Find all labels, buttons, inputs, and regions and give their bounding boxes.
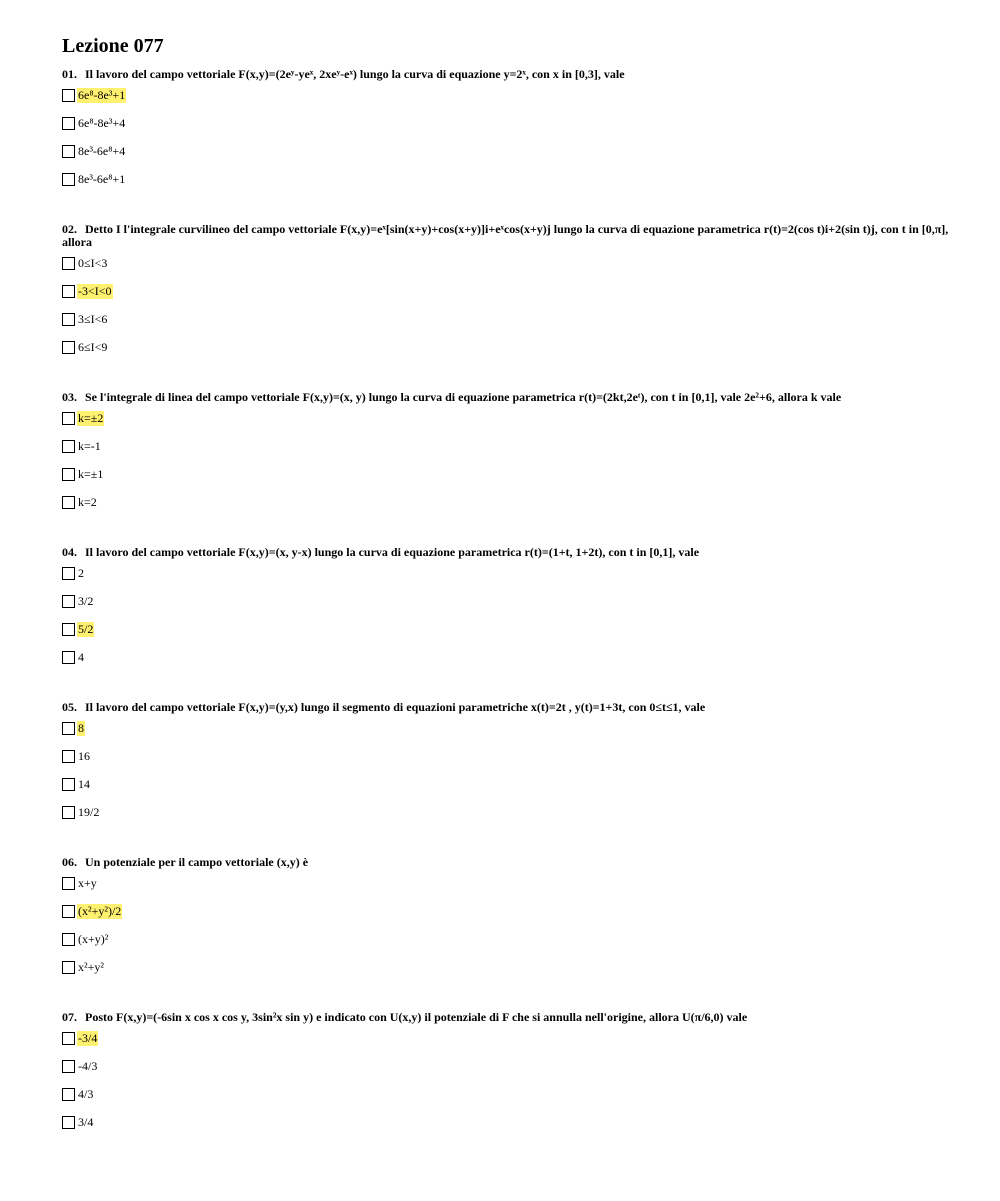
- answer-label: 8e³-6e⁸+4: [78, 144, 126, 158]
- answer-option[interactable]: [62, 340, 962, 368]
- question-number: 03.: [62, 390, 77, 404]
- answer-checkbox[interactable]: [62, 961, 75, 974]
- answer-option[interactable]: [62, 116, 962, 144]
- answer-checkbox[interactable]: [62, 285, 75, 298]
- answer-option[interactable]: [62, 284, 962, 312]
- answer-option[interactable]: [62, 1087, 962, 1115]
- question-text: [62, 1011, 962, 1024]
- answer-checkbox[interactable]: [62, 313, 75, 326]
- answer-option[interactable]: [62, 256, 962, 284]
- answer-label: -4/3: [78, 1059, 98, 1073]
- answer-option[interactable]: [62, 411, 962, 439]
- question-number: 07.: [62, 1010, 77, 1024]
- answer-label: 8e³-6e⁸+1: [78, 172, 126, 186]
- question-text: [62, 391, 962, 404]
- question-prompt: Il lavoro del campo vettoriale F(x,y)=(x, y-x) lungo la curva di equazione parametrica r(t)=(1+t, 1+2t), con t in [0,1], vale: [85, 545, 700, 559]
- answer-checkbox[interactable]: [62, 89, 75, 102]
- answer-checkbox[interactable]: [62, 173, 75, 186]
- question-text: [62, 701, 962, 714]
- answer-checkbox[interactable]: [62, 496, 75, 509]
- question-number: 02.: [62, 222, 77, 236]
- question-5: [62, 701, 962, 833]
- answer-checkbox[interactable]: [62, 440, 75, 453]
- answer-label: k=±1: [78, 467, 104, 481]
- answer-label: 2: [78, 566, 84, 580]
- question-6: [62, 856, 962, 988]
- answer-label: k=-1: [78, 439, 101, 453]
- question-number: 06.: [62, 855, 77, 869]
- answer-checkbox[interactable]: [62, 722, 75, 735]
- question-text: [62, 856, 962, 869]
- answer-label: 3≤I<6: [78, 312, 108, 326]
- answer-option[interactable]: [62, 876, 962, 904]
- question-list: [62, 68, 962, 1143]
- question-4: [62, 546, 962, 678]
- question-number: 04.: [62, 545, 77, 559]
- question-prompt: Posto F(x,y)=(-6sin x cos x cos y, 3sin²x sin y) e indicato con U(x,y) il potenziale di F che si annulla nell'origine, allora U(π/6,0) vale: [85, 1010, 748, 1024]
- answer-checkbox[interactable]: [62, 778, 75, 791]
- answer-option[interactable]: [62, 495, 962, 523]
- answer-label-highlighted: 6e⁸-8e³+1: [78, 88, 126, 102]
- question-prompt: Un potenziale per il campo vettoriale (x,y) è: [85, 855, 309, 869]
- answer-label: 4: [78, 650, 84, 664]
- answer-label: x+y: [78, 876, 97, 890]
- question-1: [62, 68, 962, 200]
- answer-checkbox[interactable]: [62, 468, 75, 481]
- answer-checkbox[interactable]: [62, 750, 75, 763]
- answer-option[interactable]: [62, 88, 962, 116]
- question-prompt: Se l'integrale di linea del campo vettoriale F(x,y)=(x, y) lungo la curva di equazione parametrica r(t)=(2kt,2eᵗ), con t in [0,1], vale 2e²+6, allora k vale: [85, 390, 842, 404]
- answer-checkbox[interactable]: [62, 623, 75, 636]
- answer-label: 19/2: [78, 805, 100, 819]
- answer-label-highlighted: k=±2: [78, 411, 104, 425]
- answer-label-highlighted: 5/2: [78, 622, 94, 636]
- answer-option[interactable]: [62, 904, 962, 932]
- answer-label-highlighted: -3/4: [78, 1031, 98, 1045]
- answer-checkbox[interactable]: [62, 1032, 75, 1045]
- answer-checkbox[interactable]: [62, 905, 75, 918]
- answer-option[interactable]: [62, 312, 962, 340]
- answer-checkbox[interactable]: [62, 877, 75, 890]
- answer-checkbox[interactable]: [62, 595, 75, 608]
- answer-checkbox[interactable]: [62, 567, 75, 580]
- answer-option[interactable]: [62, 749, 962, 777]
- answer-option[interactable]: [62, 566, 962, 594]
- answer-label-highlighted: (x²+y²)/2: [78, 904, 122, 918]
- question-prompt: Il lavoro del campo vettoriale F(x,y)=(y,x) lungo il segmento di equazioni parametriche x(t)=2t , y(t)=1+3t, con 0≤t≤1, vale: [85, 700, 706, 714]
- answer-checkbox[interactable]: [62, 651, 75, 664]
- question-text: [62, 546, 962, 559]
- question-3: [62, 391, 962, 523]
- answer-checkbox[interactable]: [62, 145, 75, 158]
- answer-label: x²+y²: [78, 960, 104, 974]
- answer-checkbox[interactable]: [62, 1060, 75, 1073]
- page-title: Lezione 077: [62, 35, 164, 57]
- answer-option[interactable]: [62, 144, 962, 172]
- answer-label: 14: [78, 777, 90, 791]
- answer-option[interactable]: [62, 1059, 962, 1087]
- answer-label: 6≤I<9: [78, 340, 108, 354]
- answer-option[interactable]: [62, 777, 962, 805]
- answer-option[interactable]: [62, 721, 962, 749]
- answer-checkbox[interactable]: [62, 412, 75, 425]
- question-number: 05.: [62, 700, 77, 714]
- answer-checkbox[interactable]: [62, 117, 75, 130]
- answer-option[interactable]: [62, 172, 962, 200]
- quiz-page: [62, 34, 962, 1166]
- answer-checkbox[interactable]: [62, 257, 75, 270]
- answer-label: 6e⁸-8e³+4: [78, 116, 126, 130]
- answer-label: 4/3: [78, 1087, 94, 1101]
- answer-checkbox[interactable]: [62, 341, 75, 354]
- answer-option[interactable]: [62, 932, 962, 960]
- question-prompt: Detto I l'integrale curvilineo del campo vettoriale F(x,y)=eˣ[sin(x+y)+cos(x+y)]i+eˣcos(x+y)j lungo la curva di equazione parametrica r(t)=2(cos t)i+2(sin t)j, con t in [0,π], allora: [62, 222, 949, 249]
- answer-label: (x+y)²: [78, 932, 109, 946]
- answer-label: k=2: [78, 495, 97, 509]
- answer-label-highlighted: 8: [78, 721, 84, 735]
- question-7: [62, 1011, 962, 1143]
- question-2: [62, 223, 962, 368]
- answer-option[interactable]: [62, 650, 962, 678]
- answer-option[interactable]: [62, 622, 962, 650]
- question-prompt: Il lavoro del campo vettoriale F(x,y)=(2eʸ-yeˣ, 2xeʸ-eˣ) lungo la curva di equazione y=2ˣ, con x in [0,3], vale: [85, 67, 625, 81]
- question-text: [62, 223, 962, 249]
- answer-option[interactable]: [62, 467, 962, 495]
- answer-option[interactable]: [62, 805, 962, 833]
- answer-option[interactable]: [62, 1031, 962, 1059]
- answer-checkbox[interactable]: [62, 1088, 75, 1101]
- answer-option[interactable]: [62, 594, 962, 622]
- answer-option[interactable]: [62, 960, 962, 988]
- answer-label: 3/4: [78, 1115, 94, 1129]
- answer-label-highlighted: -3<I<0: [78, 284, 112, 298]
- answer-option[interactable]: [62, 439, 962, 467]
- question-text: [62, 68, 962, 81]
- answer-checkbox[interactable]: [62, 933, 75, 946]
- answer-checkbox[interactable]: [62, 806, 75, 819]
- question-number: 01.: [62, 67, 77, 81]
- answer-option[interactable]: [62, 1115, 962, 1143]
- answer-label: 3/2: [78, 594, 94, 608]
- answer-checkbox[interactable]: [62, 1116, 75, 1129]
- answer-label: 0≤I<3: [78, 256, 108, 270]
- answer-label: 16: [78, 749, 90, 763]
